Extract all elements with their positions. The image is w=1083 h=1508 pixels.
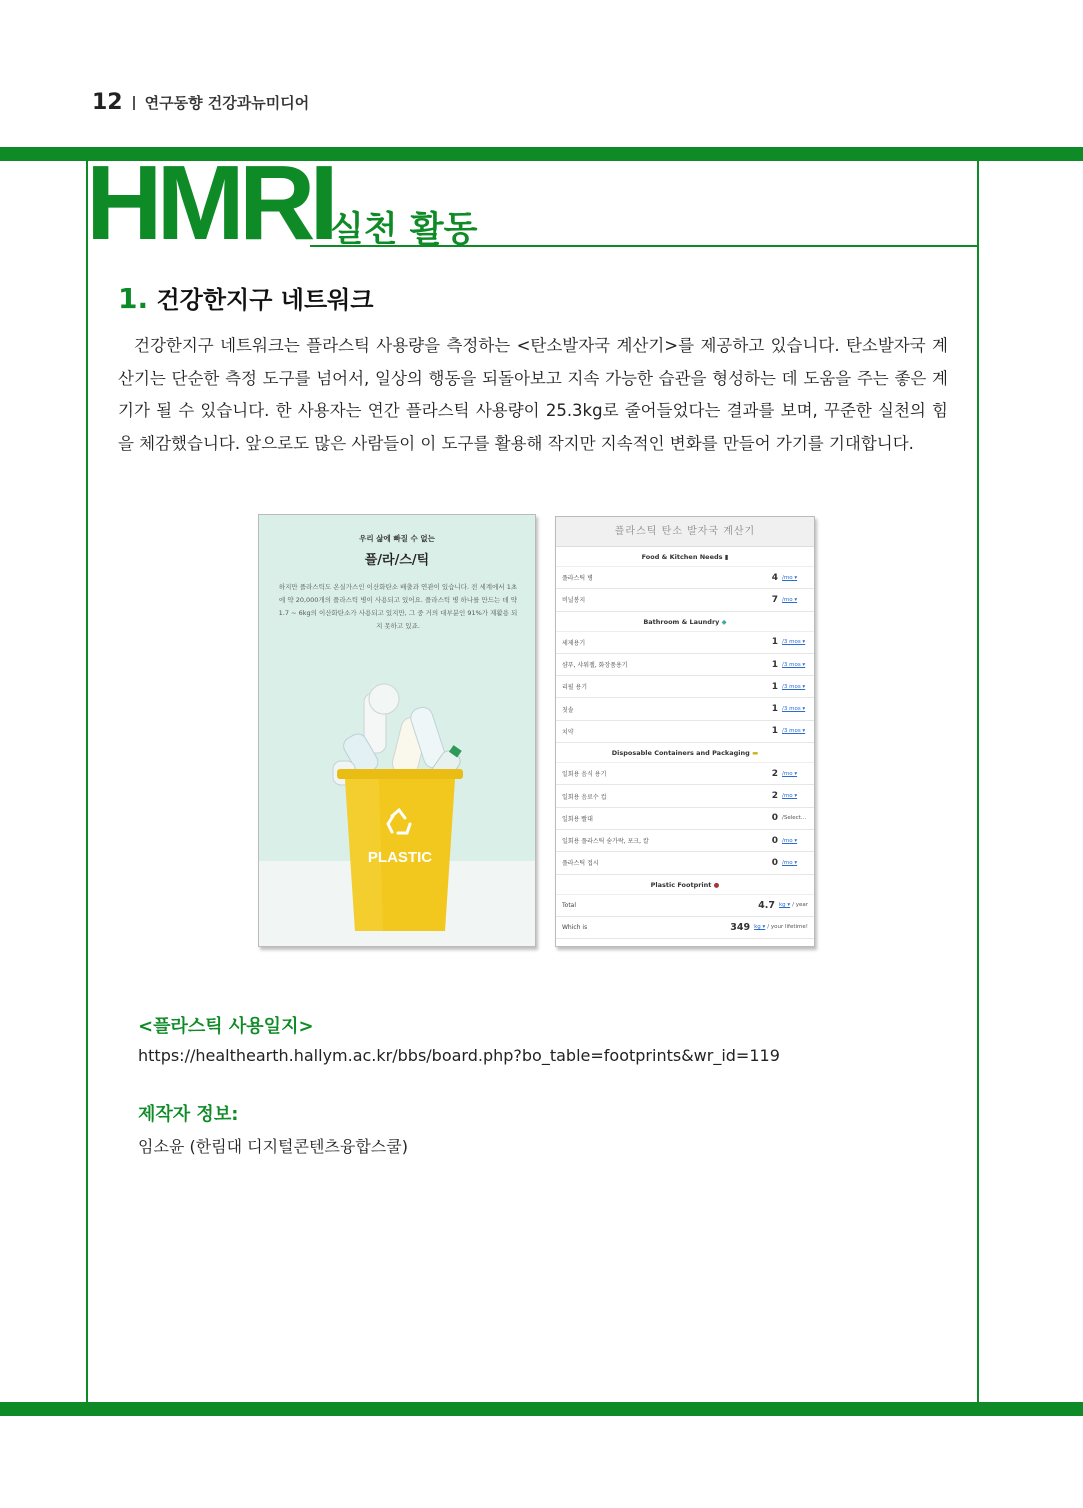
- plastic-footprint-calculator: [555, 516, 815, 947]
- unit-select[interactable]: /mo ▾: [782, 859, 798, 866]
- calc-row: 비닐봉지 7 /mo ▾: [556, 589, 814, 611]
- calc-row: 일회용 빨대 0 /Select...: [556, 808, 814, 830]
- hmri-brand: HMRI: [86, 144, 333, 262]
- unit-select[interactable]: /mo ▾: [782, 793, 798, 800]
- container-icon: ▬: [752, 749, 759, 758]
- unit-select[interactable]: /mo ▾: [782, 596, 798, 603]
- maker-name: 임소윤 (한림대 디지털콘텐츠융합스쿨): [138, 1137, 408, 1156]
- group-disposable-containers: Disposable Containers and Packaging ▬: [556, 743, 814, 763]
- group-plastic-footprint: Plastic Footprint ●: [556, 875, 814, 895]
- unit-select[interactable]: /3 mos ▾: [782, 683, 806, 690]
- header-divider: [133, 96, 135, 110]
- frame-left-line: [86, 161, 88, 1402]
- calc-row: 치약 1 /3 mos ▾: [556, 721, 814, 743]
- bottom-green-bar: [0, 1402, 1083, 1416]
- publication-title: 연구동향 건강과뉴미디어: [144, 94, 310, 112]
- unit-select[interactable]: /mo ▾: [782, 837, 798, 844]
- article-title: [118, 280, 374, 315]
- total-unit-select[interactable]: kg ▾: [778, 902, 791, 909]
- total-value: 4.7: [758, 899, 775, 911]
- unit-select[interactable]: /mo ▾: [782, 574, 798, 581]
- calc-row: 세제용기 1 /3 mos ▾: [556, 632, 814, 654]
- lifetime-value: 349: [730, 921, 751, 933]
- article-number: 1.: [118, 282, 149, 315]
- card-paragraph: 하지만 플라스틱도 온실가스인 이산화탄소 배출과 연관이 있습니다. 전 세계에서 1초에 약 20,000개의 플라스틱 병이 사용되고 있어요. 플라스틱 병 하나를 만드는 데 약 1.7 ~ 6kg의 이산화탄소가 사용되고 있지만, 그 중 거의 대부분인 91%가 재활용 되지 못하고 있죠.: [278, 583, 518, 630]
- calc-row: 샴푸, 샤워젤, 화장품용기 1 /3 mos ▾: [556, 654, 814, 676]
- unit-select[interactable]: /3 mos ▾: [782, 661, 806, 668]
- footprint-icon: ●: [713, 880, 720, 889]
- calc-row: 플라스틱 접시 0 /mo ▾: [556, 852, 814, 874]
- calc-row: 일회용 음료수 컵 2 /mo ▾: [556, 785, 814, 807]
- unit-select[interactable]: /3 mos ▾: [782, 728, 806, 735]
- calc-row: 칫솔 1 /3 mos ▾: [556, 698, 814, 720]
- page-header: [92, 90, 309, 115]
- bin-label: PLASTIC: [367, 849, 433, 866]
- reference-link[interactable]: https://healthearth.hallym.ac.kr/bbs/board.php?bo_table=footprints&wr_id=119: [138, 1046, 780, 1065]
- bottle-icon: ▮: [724, 553, 729, 561]
- calc-row: 플라스틱 병 4 /mo ▾: [556, 567, 814, 589]
- maker-title: 제작자 정보:: [138, 1104, 239, 1125]
- frame-right-line: [977, 161, 979, 1402]
- recycling-bin-illustration: [259, 665, 536, 947]
- section-heading: 실천 활동: [330, 210, 478, 250]
- reference-title: <플라스틱 사용일지>: [138, 1016, 314, 1037]
- page-number: 12: [92, 90, 123, 115]
- calculator-title: 플라스틱 탄소 발자국 계산기: [556, 517, 814, 547]
- article-body: 건강한지구 네트워크는 플라스틱 사용량을 측정하는 <탄소발자국 계산기>를 제공하고 있습니다. 탄소발자국 계산기는 단순한 측정 도구를 넘어서, 일상의 행동을 되돌아보고 지속 가능한 습관을 형성하는 데 도움을 주는 좋은 계기가 될 수 있습니다. 한 사용자는 연간 플라스틱 사용량이 25.3kg로 줄어들었다는 결과를 보며, 꾸준한 실천의 힘을 체감했습니다. 앞으로도 많은 사람들이 이 도구를 활용해 작지만 지속적인 변화를 만들어 가기를 기대합니다.: [118, 336, 948, 453]
- plastic-info-card: [258, 514, 536, 947]
- card-heading: 플/라/스/틱: [364, 553, 430, 568]
- calc-row: 일회용 플라스틱 숟가락, 포크, 칼 0 /mo ▾: [556, 830, 814, 852]
- lifetime-unit-select[interactable]: kg ▾: [754, 924, 766, 931]
- lifetime-row: Which is 349 kg ▾ / your lifetime!: [556, 917, 814, 939]
- calc-row: 리필 용기 1 /3 mos ▾: [556, 676, 814, 698]
- group-food-kitchen: Food & Kitchen Needs ▮: [556, 547, 814, 567]
- card-kicker: 우리 삶에 빠질 수 없는: [359, 534, 435, 543]
- unit-select[interactable]: /3 mos ▾: [782, 639, 806, 646]
- article-title-text: 건강한지구 네트워크: [156, 286, 374, 314]
- calc-row: 일회용 음식 용기 2 /mo ▾: [556, 763, 814, 785]
- unit-select[interactable]: /mo ▾: [782, 770, 798, 777]
- unit-select[interactable]: /Select...: [782, 815, 807, 822]
- unit-select[interactable]: /3 mos ▾: [782, 706, 806, 713]
- soap-icon: ◆: [721, 617, 727, 626]
- group-bathroom-laundry: Bathroom & Laundry ◆: [556, 612, 814, 632]
- total-row: Total 4.7 kg ▾ / year: [556, 895, 814, 917]
